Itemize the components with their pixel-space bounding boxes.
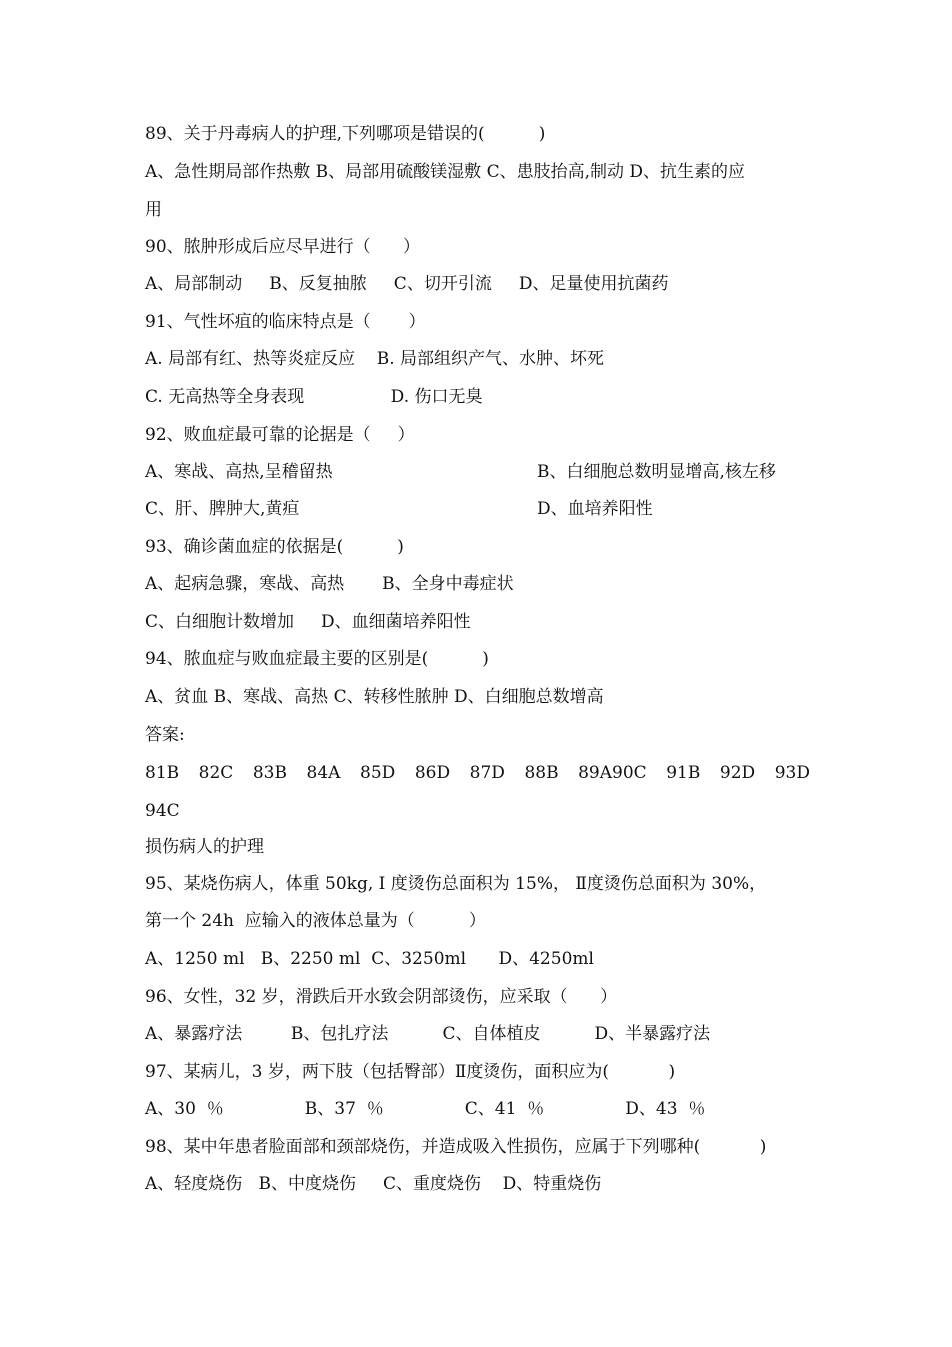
question-97: 97、某病儿，3 岁，两下肢（包括臀部）Ⅱ度烫伤，面积应为( ) bbox=[145, 1062, 676, 1082]
question-93: 93、确诊菌血症的依据是( ) bbox=[145, 537, 404, 557]
question-92-option-a: A、寒战、高热,呈稽留热 bbox=[145, 462, 333, 482]
answer-item: 81B bbox=[145, 763, 180, 783]
answer-item: 91B bbox=[666, 763, 701, 783]
answer-item: 87D bbox=[469, 763, 505, 783]
answer-item: 86D bbox=[414, 763, 451, 783]
question-95-cont: 第一个 24h 应输入的液体总量为（ ） bbox=[145, 911, 486, 931]
answers-row bbox=[145, 762, 810, 784]
answers-label: 答案: bbox=[145, 725, 185, 745]
answer-item: 88B bbox=[524, 763, 559, 783]
question-96: 96、女性，32 岁，滑跌后开水致会阴部烫伤，应采取（ ） bbox=[145, 987, 618, 1007]
answer-item: 83B bbox=[252, 763, 287, 783]
question-90: 90、脓肿形成后应尽早进行（ ） bbox=[145, 237, 421, 257]
answer-item: 93D bbox=[774, 763, 810, 783]
question-93-options-b: C、白细胞计数增加 D、血细菌培养阳性 bbox=[145, 612, 471, 632]
answer-item: 89A90C bbox=[578, 763, 647, 783]
answer-item: 85D bbox=[360, 763, 396, 783]
question-91-options-b: C. 无高热等全身表现 D. 伤口无臭 bbox=[145, 387, 483, 407]
question-91-options-a: A. 局部有红、热等炎症反应 B. 局部组织产气、水肿、坏死 bbox=[145, 349, 604, 369]
answer-item: 92D bbox=[719, 763, 756, 783]
question-92-option-c: C、肝、脾肿大,黄疸 bbox=[145, 499, 300, 519]
question-95: 95、某烧伤病人，体重 50kg, I 度烫伤总面积为 15%， Ⅱ度烫伤总面积为 30%， bbox=[145, 874, 767, 894]
question-95-options: A、1250 ml B、2250 ml C、3250ml D、4250ml bbox=[145, 949, 594, 969]
question-98: 98、某中年患者脸面部和颈部烧伤，并造成吸入性损伤，应属于下列哪种( ) bbox=[145, 1137, 767, 1157]
question-89-options: A、急性期局部作热敷 B、局部用硫酸镁湿敷 C、患肢抬高,制动 D、抗生素的应 bbox=[145, 162, 746, 182]
question-92-option-b: B、白细胞总数明显增高,核左移 bbox=[537, 462, 776, 482]
question-96-options: A、暴露疗法 B、包扎疗法 C、自体植皮 D、半暴露疗法 bbox=[145, 1024, 711, 1044]
question-92-option-d: D、血培养阳性 bbox=[537, 499, 653, 519]
question-94-options: A、贫血 B、寒战、高热 C、转移性脓肿 D、白细胞总数增高 bbox=[145, 687, 604, 707]
question-90-options: A、局部制动 B、反复抽脓 C、切开引流 D、足量使用抗菌药 bbox=[145, 274, 669, 294]
question-89: 89、关于丹毒病人的护理,下列哪项是错误的( ) bbox=[145, 124, 546, 144]
question-97-options: A、30 ％ B、37 ％ C、41 ％ D、43 ％ bbox=[145, 1099, 706, 1119]
question-93-options-a: A、起病急骤，寒战、高热 B、全身中毒症状 bbox=[145, 574, 514, 594]
question-92: 92、败血症最可靠的论据是（ ） bbox=[145, 425, 415, 445]
question-89-options-cont: 用 bbox=[145, 200, 162, 220]
answers-last: 94C bbox=[145, 801, 180, 821]
question-91: 91、气性坏疽的临床特点是（ ） bbox=[145, 312, 426, 332]
question-94: 94、脓血症与败血症最主要的区别是( ) bbox=[145, 649, 489, 669]
answer-item: 82C bbox=[198, 763, 234, 783]
answer-item: 84A bbox=[306, 763, 341, 783]
section-title: 损伤病人的护理 bbox=[145, 837, 264, 857]
question-98-options: A、轻度烧伤 B、中度烧伤 C、重度烧伤 D、特重烧伤 bbox=[145, 1174, 602, 1194]
